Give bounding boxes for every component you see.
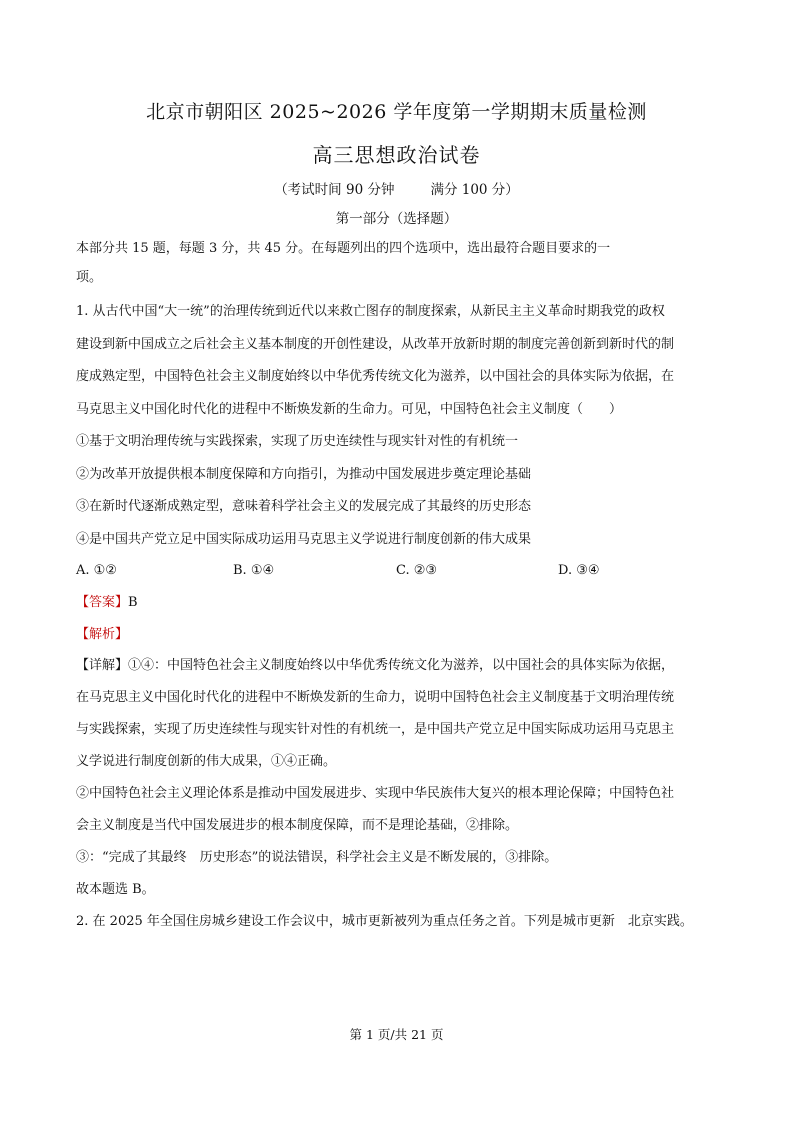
- statement-2: ②为改革开放提供根本制度保障和方向指引，为推动中国发展进步奠定理论基础: [76, 467, 532, 482]
- detail-line: 在马克思主义中国化时代化的进程中不断焕发新的生命力，说明中国特色社会主义制度基于文明治理传统: [76, 690, 675, 705]
- question-stem-line: 度成熟定型，中国特色社会主义制度始终以中华优秀传统文化为滋养，以中国社会的具体实际为依据，在: [76, 369, 675, 384]
- exam-meta: [0, 178, 793, 198]
- option-c: C. ②③: [396, 563, 438, 578]
- detail-line: ②中国特色社会主义理论体系是推动中国发展进步、实现中华民族伟大复兴的根本理论保障；中国特色社: [76, 786, 675, 801]
- question-stem-line: 建设到新中国成立之后社会主义基本制度的开创性建设，从改革开放新时期的制度完善创新到新时代的制: [76, 337, 675, 352]
- page-footer: 第 1 页/共 21 页: [349, 1027, 444, 1042]
- detail-text: ①④：中国特色社会主义制度始终以中华优秀传统文化为滋养，以中国社会的具体实际为依据，: [128, 658, 675, 673]
- detail-line: 故本题选 B。: [76, 882, 155, 897]
- exam-title: 北京市朝阳区 2025~2026 学年度第一学期期末质量检测: [146, 101, 647, 123]
- exam-subtitle: 高三思想政治试卷: [312, 143, 481, 167]
- section-heading: 第一部分（选择题）: [335, 211, 458, 227]
- detail-line: ③：“完成了其最终 历史形态”的说法错误，科学社会主义是不断发展的，③排除。: [76, 850, 558, 865]
- detail-line: 会主义制度是当代中国发展进步的根本制度保障，而不是理论基础，②排除。: [76, 818, 519, 833]
- full-score: 满分 100 分）: [430, 182, 519, 198]
- answer-line: [76, 594, 724, 612]
- option-b: B. ①④: [233, 563, 275, 578]
- statement-1: ①基于文明治理传统与实践探索，实现了历史连续性与现实针对性的有机统一: [76, 434, 519, 449]
- question-2-stem: 2. 在 2025 年全国住房城乡建设工作会议中，城市更新被列为重点任务之首。下列是城市更新 北京实践。: [76, 914, 693, 929]
- detail-line: 义学说进行制度创新的伟大成果，①④正确。: [76, 754, 337, 769]
- option-d: D. ③④: [558, 563, 600, 578]
- detail-tag: 【详解】: [76, 658, 129, 673]
- analysis-tag: 【解析】: [76, 627, 129, 642]
- instructions-line: 项。: [76, 270, 103, 285]
- statement-3: ③在新时代逐渐成熟定型，意味着科学社会主义的发展完成了其最终的历史形态: [76, 499, 532, 514]
- instructions-line: 本部分共 15 题，每题 3 分，共 45 分。在每题列出的四个选项中，选出最符合题目要求的一: [76, 241, 611, 256]
- detail-line: [76, 657, 724, 675]
- analysis-line: [76, 626, 724, 644]
- question-stem-line: 马克思主义中国化时代化的进程中不断焕发新的生命力。可见，中国特色社会主义制度（ ）: [76, 402, 623, 417]
- detail-line: 与实践探索，实现了历史连续性与现实针对性的有机统一，是中国共产党立足中国实际成功运用马克思主: [76, 722, 675, 737]
- answer-value: B: [128, 595, 138, 610]
- statement-4: ④是中国共产党立足中国实际成功运用马克思主义学说进行制度创新的伟大成果: [76, 532, 532, 547]
- answer-tag: 【答案】: [76, 595, 129, 610]
- option-a: A. ①②: [76, 563, 117, 578]
- question-stem-line: 1. 从古代中国“大一统”的治理传统到近代以来救亡图存的制度探索，从新民主主义革命时期我党的政权: [76, 304, 665, 319]
- exam-time: （考试时间 90 分钟: [274, 182, 395, 198]
